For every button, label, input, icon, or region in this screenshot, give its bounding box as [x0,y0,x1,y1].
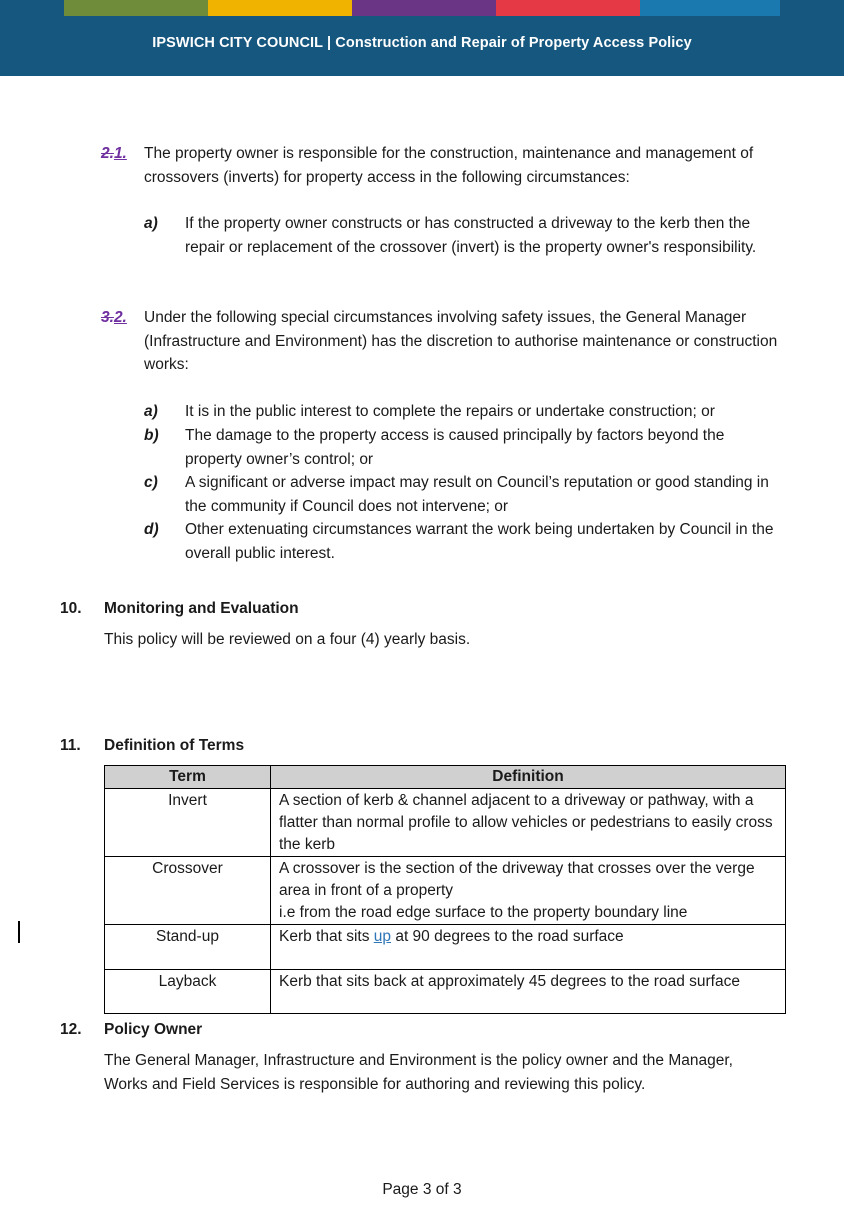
table-row [105,970,786,1014]
table-row [105,789,786,857]
clause-2-number: 3.2. [101,309,127,326]
table-header-term: Term [105,766,271,789]
clause-2-item-b-label: b) [144,427,159,444]
clause-1-text: The property owner is responsible for the construction, maintenance and management of crossovers (inverts) for property access in the following circumstances: [144,145,754,186]
clause-2-item-a-label: a) [144,403,158,420]
section-10-number: 10. [60,600,82,617]
clause-2-item-b-text: The damage to the property access is caused principally by factors beyond the property owner’s control; or [185,427,725,468]
section-10-title: Monitoring and Evaluation [104,600,299,617]
section-12-title: Policy Owner [104,1021,203,1038]
definition-of-terms-table [104,765,786,1014]
definition-text: at 90 degrees to the road surface [391,928,624,945]
definition-link[interactable]: up [373,928,392,945]
clause-2-item-c-label: c) [144,474,158,491]
definition-line: i.e from the road edge surface to the property boundary line [279,904,688,921]
section-12-number: 12. [60,1021,82,1038]
definition-cell: A section of kerb & channel adjacent to a driveway or pathway, with a flatter than normal profile to allow vehicles or pedestrians to easily cross the kerb [271,789,786,857]
definition-cell [271,857,786,925]
table-header-row [105,766,786,789]
section-10-body: This policy will be reviewed on a four (4) yearly basis. [104,631,471,648]
clause-1-item-a-text: If the property owner constructs or has constructed a driveway to the kerb then the repair or replacement of the crossover (invert) is the property owner's responsibility. [185,215,757,256]
section-12-body: The General Manager, Infrastructure and Environment is the policy owner and the Manager, Works and Field Services is responsible for authoring and reviewing this policy. [104,1052,733,1093]
section-11-title: Definition of Terms [104,737,245,754]
definition-cell [271,925,786,970]
clause-2-item-a-text: It is in the public interest to complete the repairs or undertake construction; or [185,403,715,420]
clause-2-item-d-text: Other extenuating circumstances warrant the work being undertaken by Council in the overall public interest. [185,521,774,562]
header-color-strip-1 [64,0,208,16]
definition-line: A crossover is the section of the driveway that crosses over the verge area in front of a property [279,860,755,899]
term-cell: Layback [105,970,271,1014]
definition-cell: Kerb that sits back at approximately 45 degrees to the road surface [271,970,786,1014]
header-color-strip-4 [496,0,640,16]
page-header [0,0,844,76]
term-cell: Invert [105,789,271,857]
section-11-number: 11. [60,737,81,754]
term-cell: Crossover [105,857,271,925]
table-header-definition: Definition [271,766,786,789]
header-title: IPSWICH CITY COUNCIL | Construction and Repair of Property Access Policy [152,35,692,51]
definition-text: Kerb that sits [279,928,374,945]
term-cell: Stand-up [105,925,271,970]
text-cursor [18,921,20,943]
table-row [105,925,786,970]
header-color-strip-5 [640,0,780,16]
clause-2-item-c-text: A significant or adverse impact may result on Council’s reputation or good standing in the community if Council does not intervene; or [185,474,769,515]
clause-1-item-a-label: a) [144,215,158,232]
header-color-strip-2 [208,0,352,16]
header-color-strip-3 [352,0,496,16]
table-row [105,857,786,925]
page-number: Page 3 of 3 [382,1181,462,1198]
clause-2-text: Under the following special circumstances involving safety issues, the General Manager (Infrastructure and Environment) has the discretion to authorise maintenance or construction works: [144,309,778,373]
clause-1-number: 2.1. [101,145,127,162]
clause-2-item-d-label: d) [144,521,159,538]
